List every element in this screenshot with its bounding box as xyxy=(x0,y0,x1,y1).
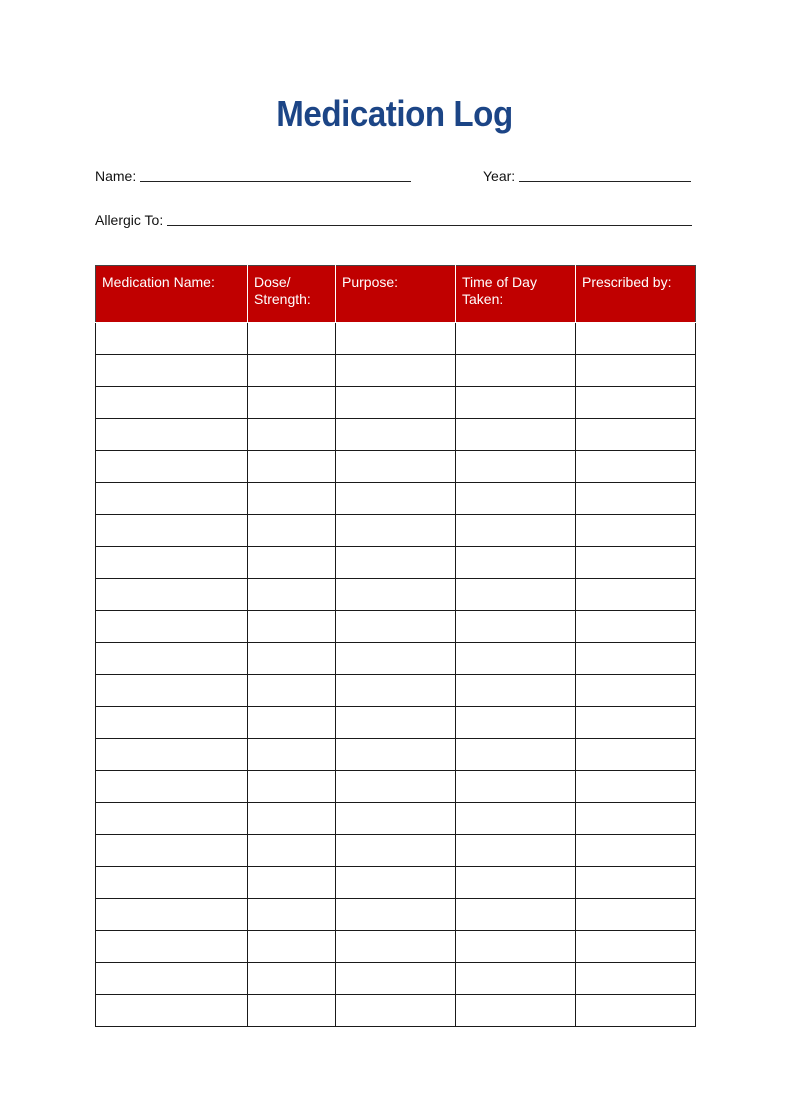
table-cell[interactable] xyxy=(336,355,456,387)
time-of-day-header: Time of Day Taken: xyxy=(456,266,576,323)
table-cell[interactable] xyxy=(576,675,696,707)
table-cell[interactable] xyxy=(336,675,456,707)
allergic-field[interactable] xyxy=(95,210,692,228)
year-field[interactable] xyxy=(483,166,691,184)
table-cell[interactable] xyxy=(576,739,696,771)
table-cell[interactable] xyxy=(96,931,248,963)
allergic-label: Allergic To: xyxy=(95,212,164,228)
table-cell[interactable] xyxy=(248,547,336,579)
purpose-header: Purpose: xyxy=(336,266,456,323)
table-cell[interactable] xyxy=(456,323,576,355)
table-cell[interactable] xyxy=(576,771,696,803)
table-cell[interactable] xyxy=(248,963,336,995)
table-cell[interactable] xyxy=(576,707,696,739)
table-cell[interactable] xyxy=(336,419,456,451)
table-cell[interactable] xyxy=(576,579,696,611)
table-cell[interactable] xyxy=(576,643,696,675)
table-cell[interactable] xyxy=(248,707,336,739)
table-cell[interactable] xyxy=(248,643,336,675)
table-body xyxy=(96,323,696,1027)
table-cell[interactable] xyxy=(456,707,576,739)
table-cell[interactable] xyxy=(248,419,336,451)
table-cell[interactable] xyxy=(576,515,696,547)
table-cell[interactable] xyxy=(96,323,248,355)
table-cell[interactable] xyxy=(456,355,576,387)
table-cell[interactable] xyxy=(248,867,336,899)
table-cell[interactable] xyxy=(456,963,576,995)
table-cell[interactable] xyxy=(336,323,456,355)
table-cell[interactable] xyxy=(336,995,456,1027)
table-cell[interactable] xyxy=(456,547,576,579)
table-cell[interactable] xyxy=(96,611,248,643)
table-row xyxy=(96,579,696,611)
table-row xyxy=(96,355,696,387)
table-cell[interactable] xyxy=(456,451,576,483)
table-row xyxy=(96,643,696,675)
medication-table xyxy=(95,265,696,1027)
table-cell[interactable] xyxy=(336,867,456,899)
table-cell[interactable] xyxy=(96,803,248,835)
table-cell[interactable] xyxy=(576,611,696,643)
table-cell[interactable] xyxy=(248,387,336,419)
table-cell[interactable] xyxy=(248,771,336,803)
table-cell[interactable] xyxy=(248,355,336,387)
table-row xyxy=(96,515,696,547)
table-cell[interactable] xyxy=(576,355,696,387)
table-cell[interactable] xyxy=(96,995,248,1027)
table-cell[interactable] xyxy=(576,835,696,867)
name-input-line[interactable] xyxy=(140,168,411,182)
table-cell[interactable] xyxy=(336,643,456,675)
name-field[interactable] xyxy=(95,166,411,184)
table-row xyxy=(96,771,696,803)
table-row xyxy=(96,707,696,739)
table-cell[interactable] xyxy=(96,643,248,675)
table-cell[interactable] xyxy=(456,803,576,835)
table-cell[interactable] xyxy=(248,483,336,515)
table-cell[interactable] xyxy=(576,483,696,515)
table-cell[interactable] xyxy=(248,931,336,963)
table-header-row xyxy=(96,266,696,323)
table-cell[interactable] xyxy=(248,835,336,867)
table-cell[interactable] xyxy=(456,643,576,675)
table-row xyxy=(96,899,696,931)
table-cell[interactable] xyxy=(576,451,696,483)
table-row xyxy=(96,931,696,963)
table-cell[interactable] xyxy=(336,899,456,931)
table-row xyxy=(96,387,696,419)
table-cell[interactable] xyxy=(336,739,456,771)
table-cell[interactable] xyxy=(336,483,456,515)
table-cell[interactable] xyxy=(576,803,696,835)
table-cell[interactable] xyxy=(576,995,696,1027)
prescribed-by-header: Prescribed by: xyxy=(576,266,696,323)
table-cell[interactable] xyxy=(96,835,248,867)
table-cell[interactable] xyxy=(456,867,576,899)
table-cell[interactable] xyxy=(336,451,456,483)
table-cell[interactable] xyxy=(96,355,248,387)
table-row xyxy=(96,835,696,867)
table-row xyxy=(96,803,696,835)
table-cell[interactable] xyxy=(456,899,576,931)
table-cell[interactable] xyxy=(248,515,336,547)
table-cell[interactable] xyxy=(96,547,248,579)
table-cell[interactable] xyxy=(248,675,336,707)
table-cell[interactable] xyxy=(248,739,336,771)
page-title: Medication Log xyxy=(276,93,513,134)
table-cell[interactable] xyxy=(248,803,336,835)
table-cell[interactable] xyxy=(248,995,336,1027)
table-cell[interactable] xyxy=(336,579,456,611)
table-cell[interactable] xyxy=(248,611,336,643)
table-cell[interactable] xyxy=(248,899,336,931)
table-cell[interactable] xyxy=(576,899,696,931)
table-cell[interactable] xyxy=(96,387,248,419)
table-cell[interactable] xyxy=(456,515,576,547)
table-row xyxy=(96,675,696,707)
table-cell[interactable] xyxy=(336,707,456,739)
table-row xyxy=(96,323,696,355)
table-cell[interactable] xyxy=(96,483,248,515)
table-row xyxy=(96,483,696,515)
dose-strength-header: Dose/ Strength: xyxy=(248,266,336,323)
table-cell[interactable] xyxy=(96,771,248,803)
table-cell[interactable] xyxy=(456,419,576,451)
table-cell[interactable] xyxy=(96,675,248,707)
table-cell[interactable] xyxy=(456,483,576,515)
table-cell[interactable] xyxy=(336,611,456,643)
table-cell[interactable] xyxy=(576,387,696,419)
table-cell[interactable] xyxy=(248,451,336,483)
table-cell[interactable] xyxy=(96,451,248,483)
table-row xyxy=(96,547,696,579)
table-cell[interactable] xyxy=(576,547,696,579)
table-cell[interactable] xyxy=(336,835,456,867)
table-row xyxy=(96,995,696,1027)
table-cell[interactable] xyxy=(456,739,576,771)
table-cell[interactable] xyxy=(248,579,336,611)
year-label: Year: xyxy=(483,168,516,184)
name-label: Name: xyxy=(95,168,137,184)
table-cell[interactable] xyxy=(456,995,576,1027)
table-cell[interactable] xyxy=(456,387,576,419)
table-cell[interactable] xyxy=(576,931,696,963)
table-cell[interactable] xyxy=(336,547,456,579)
table-cell[interactable] xyxy=(576,323,696,355)
table-cell[interactable] xyxy=(96,419,248,451)
table-cell[interactable] xyxy=(576,867,696,899)
table-cell[interactable] xyxy=(336,931,456,963)
table-cell[interactable] xyxy=(96,867,248,899)
table-cell[interactable] xyxy=(96,899,248,931)
table-cell[interactable] xyxy=(336,963,456,995)
table-cell[interactable] xyxy=(336,803,456,835)
table-cell[interactable] xyxy=(456,771,576,803)
table-cell[interactable] xyxy=(96,963,248,995)
table-row xyxy=(96,867,696,899)
medication-name-header: Medication Name: xyxy=(96,266,248,323)
table-cell[interactable] xyxy=(576,963,696,995)
table-row xyxy=(96,611,696,643)
table-row xyxy=(96,739,696,771)
table-cell[interactable] xyxy=(96,707,248,739)
table-cell[interactable] xyxy=(456,611,576,643)
table-row xyxy=(96,419,696,451)
table-cell[interactable] xyxy=(248,323,336,355)
table-cell[interactable] xyxy=(336,515,456,547)
table-cell[interactable] xyxy=(336,771,456,803)
table-cell[interactable] xyxy=(336,387,456,419)
table-cell[interactable] xyxy=(96,515,248,547)
table-cell[interactable] xyxy=(456,579,576,611)
table-row xyxy=(96,451,696,483)
table-cell[interactable] xyxy=(576,419,696,451)
table-cell[interactable] xyxy=(96,739,248,771)
table-cell[interactable] xyxy=(456,835,576,867)
table-cell[interactable] xyxy=(456,675,576,707)
table-row xyxy=(96,963,696,995)
allergic-input-line[interactable] xyxy=(167,212,692,226)
table-cell[interactable] xyxy=(96,579,248,611)
year-input-line[interactable] xyxy=(519,168,691,182)
table-cell[interactable] xyxy=(456,931,576,963)
